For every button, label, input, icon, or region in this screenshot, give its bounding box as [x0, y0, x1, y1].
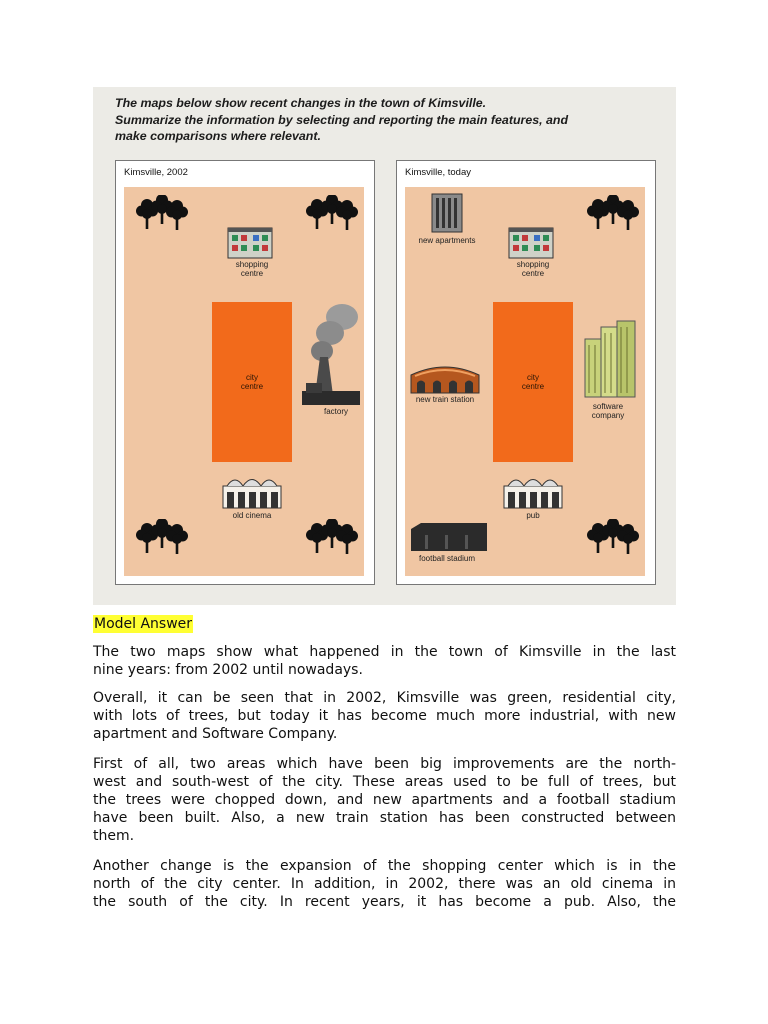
paragraph-line: Overall, it can be seen that in 2002, Kimsville was green, residential city,	[93, 690, 676, 706]
task-prompt	[115, 95, 655, 145]
old-cinema-label: old cinema	[232, 511, 272, 520]
cinema-icon	[503, 473, 563, 509]
paragraph-4	[93, 857, 676, 911]
new-apartments-label: new apartments	[418, 236, 476, 245]
tree-cluster-icon	[306, 519, 362, 567]
software-company-label: software company	[591, 402, 625, 420]
map-title: Kimsville, today	[405, 167, 471, 178]
paragraph-line: First of all, two areas which have been big improvements are the north-	[93, 756, 676, 772]
task-line: make comparisons where relevant.	[115, 129, 321, 143]
paragraph-line: with lots of trees, but today it has become much more industrial, with new	[93, 708, 676, 724]
map-2002	[115, 160, 375, 585]
map-ground	[124, 187, 364, 576]
paragraph-2	[93, 689, 676, 743]
tree-cluster-icon	[587, 519, 643, 567]
office-tower-icon	[581, 319, 639, 399]
tree-cluster-icon	[587, 195, 643, 243]
tree-cluster-icon	[136, 519, 192, 567]
paragraph-1	[93, 643, 676, 679]
map-today	[396, 160, 656, 585]
task-figure	[93, 87, 676, 605]
paragraph-line: north of the city center. In addition, in 2002, there was an old cinema in	[93, 876, 676, 892]
paragraph-line: The two maps show what happened in the town of Kimsville in the last	[93, 644, 676, 660]
pub-label: pub	[526, 511, 540, 520]
paragraph-line: nine years: from 2002 until nowadays.	[93, 662, 363, 678]
paragraph-line: them.	[93, 828, 135, 844]
map-title: Kimsville, 2002	[124, 167, 188, 178]
paragraph-3	[93, 755, 676, 845]
shopping-centre-label: shopping centre	[235, 260, 269, 278]
task-line: The maps below show recent changes in the town of Kimsville.	[115, 96, 487, 110]
paragraph-line: west and south-west of the city. These areas used to be full of trees, but	[93, 774, 676, 790]
train-station-label: new train station	[415, 395, 475, 404]
football-stadium-label: football stadium	[418, 554, 476, 563]
model-answer-heading: Model Answer	[94, 616, 193, 632]
apartments-icon	[431, 193, 463, 233]
paragraph-line: the trees were chopped down, and new apartments and a football stadium	[93, 792, 676, 808]
shopping-centre-icon	[508, 227, 554, 259]
paragraph-line: have been built. Also, a new train station has been constructed between	[93, 810, 676, 826]
tree-cluster-icon	[136, 195, 192, 243]
paragraph-line: Another change is the expansion of the shopping center which is in the	[93, 858, 676, 874]
stadium-icon	[409, 521, 489, 553]
train-station-icon	[409, 363, 481, 395]
map-ground	[405, 187, 645, 576]
paragraph-line: the south of the city. In recent years, it has become a pub. Also, the	[93, 894, 676, 910]
shopping-centre-icon	[227, 227, 273, 259]
shopping-centre-label: shopping centre	[516, 260, 550, 278]
city-centre: city centre	[212, 302, 292, 462]
task-line: Summarize the information by selecting and reporting the main features, and	[115, 112, 569, 127]
factory-icon	[300, 299, 362, 409]
paragraph-line: apartment and Software Company.	[93, 726, 338, 742]
factory-label: factory	[323, 407, 348, 416]
city-centre: city centre	[493, 302, 573, 462]
tree-cluster-icon	[306, 195, 362, 243]
cinema-icon	[222, 473, 282, 509]
